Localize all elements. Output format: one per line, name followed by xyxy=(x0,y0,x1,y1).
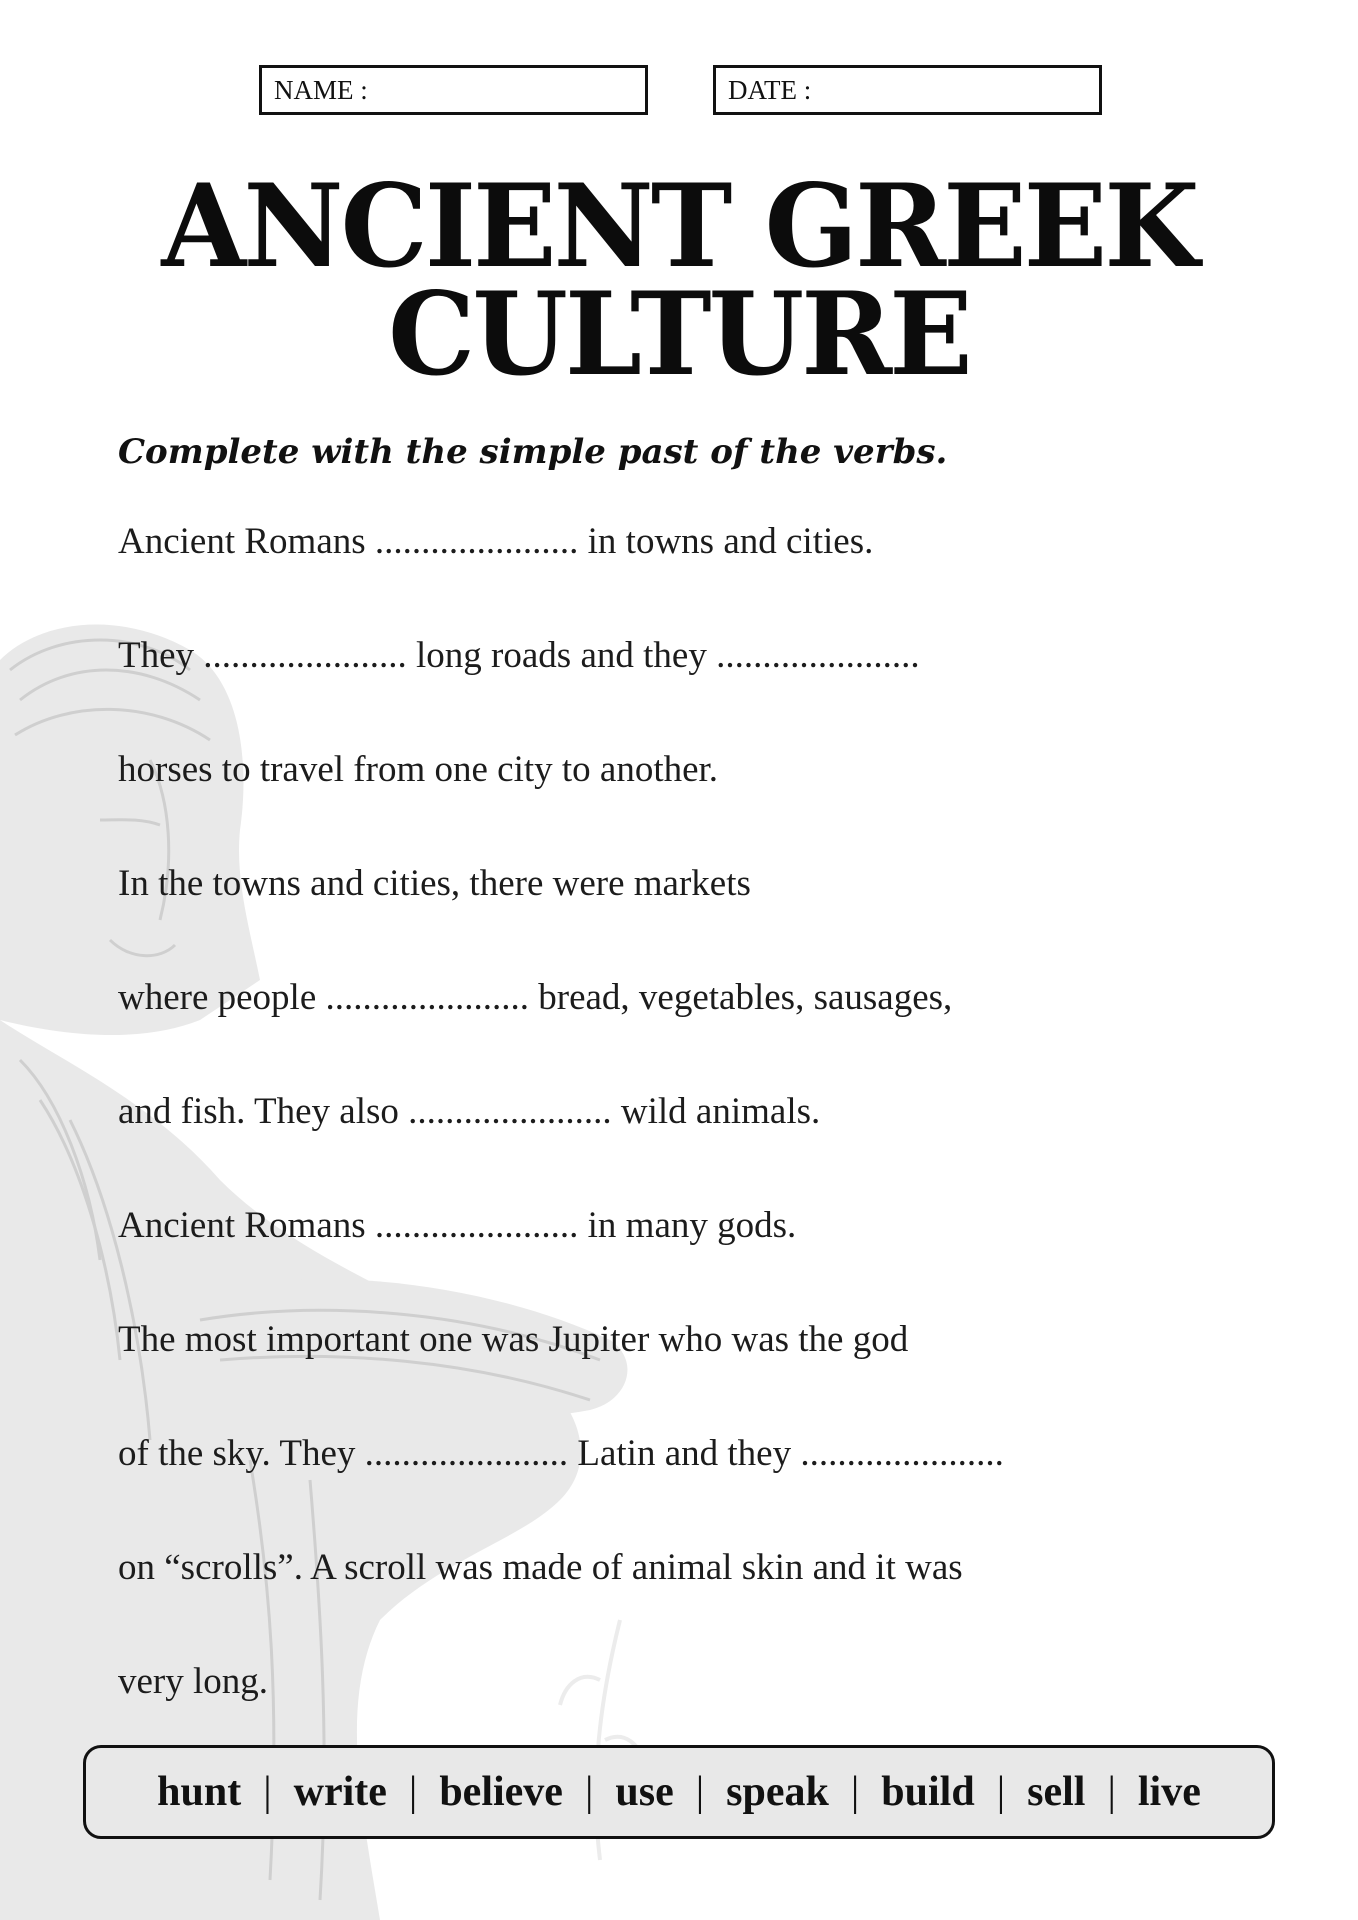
exercise-line: Ancient Romans ...................... in many gods. xyxy=(118,1205,797,1246)
exercise-line: horses to travel from one city to another. xyxy=(118,749,719,790)
word-separator: | xyxy=(408,1769,418,1815)
word-bank-item: use xyxy=(615,1769,674,1815)
instruction-text: Complete with the simple past of the verbs. xyxy=(118,432,948,472)
word-bank-item: hunt xyxy=(157,1769,242,1815)
name-label: NAME : xyxy=(274,75,368,105)
exercise-line: very long. xyxy=(118,1661,269,1702)
worksheet-title xyxy=(27,159,1331,401)
word-bank-item: sell xyxy=(1027,1769,1086,1815)
exercise-line: Ancient Romans ...................... in towns and cities. xyxy=(118,521,874,562)
title-line-2: CULTURE xyxy=(388,267,970,401)
exercise-line: of the sky. They ...................... Latin and they ...................... xyxy=(118,1433,1004,1474)
word-separator: | xyxy=(850,1769,860,1815)
word-bank-item: believe xyxy=(439,1769,563,1815)
exercise-line: In the towns and cities, there were markets xyxy=(118,863,751,904)
date-field[interactable] xyxy=(713,65,1102,115)
date-label: DATE : xyxy=(728,75,812,105)
exercise-line: where people ...................... bread, vegetables, sausages, xyxy=(118,977,953,1018)
exercise-line: and fish. They also ...................... wild animals. xyxy=(118,1091,821,1132)
word-bank xyxy=(83,1745,1275,1839)
exercise-line: on “scrolls”. A scroll was made of animal skin and it was xyxy=(118,1547,963,1588)
word-separator: | xyxy=(996,1769,1006,1815)
exercise-line: They ...................... long roads and they ...................... xyxy=(118,635,920,676)
title-line-1: ANCIENT GREEK xyxy=(161,159,1197,293)
word-separator: | xyxy=(1107,1769,1116,1815)
word-bank-item: speak xyxy=(726,1769,829,1815)
word-separator: | xyxy=(584,1769,594,1815)
name-field[interactable] xyxy=(259,65,648,115)
word-bank-item: live xyxy=(1137,1769,1201,1815)
word-bank-item: write xyxy=(293,1769,387,1815)
word-separator: | xyxy=(263,1769,272,1815)
word-bank-item: build xyxy=(881,1769,975,1815)
exercise-text xyxy=(118,512,1318,1766)
exercise-line: The most important one was Jupiter who was the god xyxy=(118,1319,909,1360)
word-separator: | xyxy=(695,1769,705,1815)
